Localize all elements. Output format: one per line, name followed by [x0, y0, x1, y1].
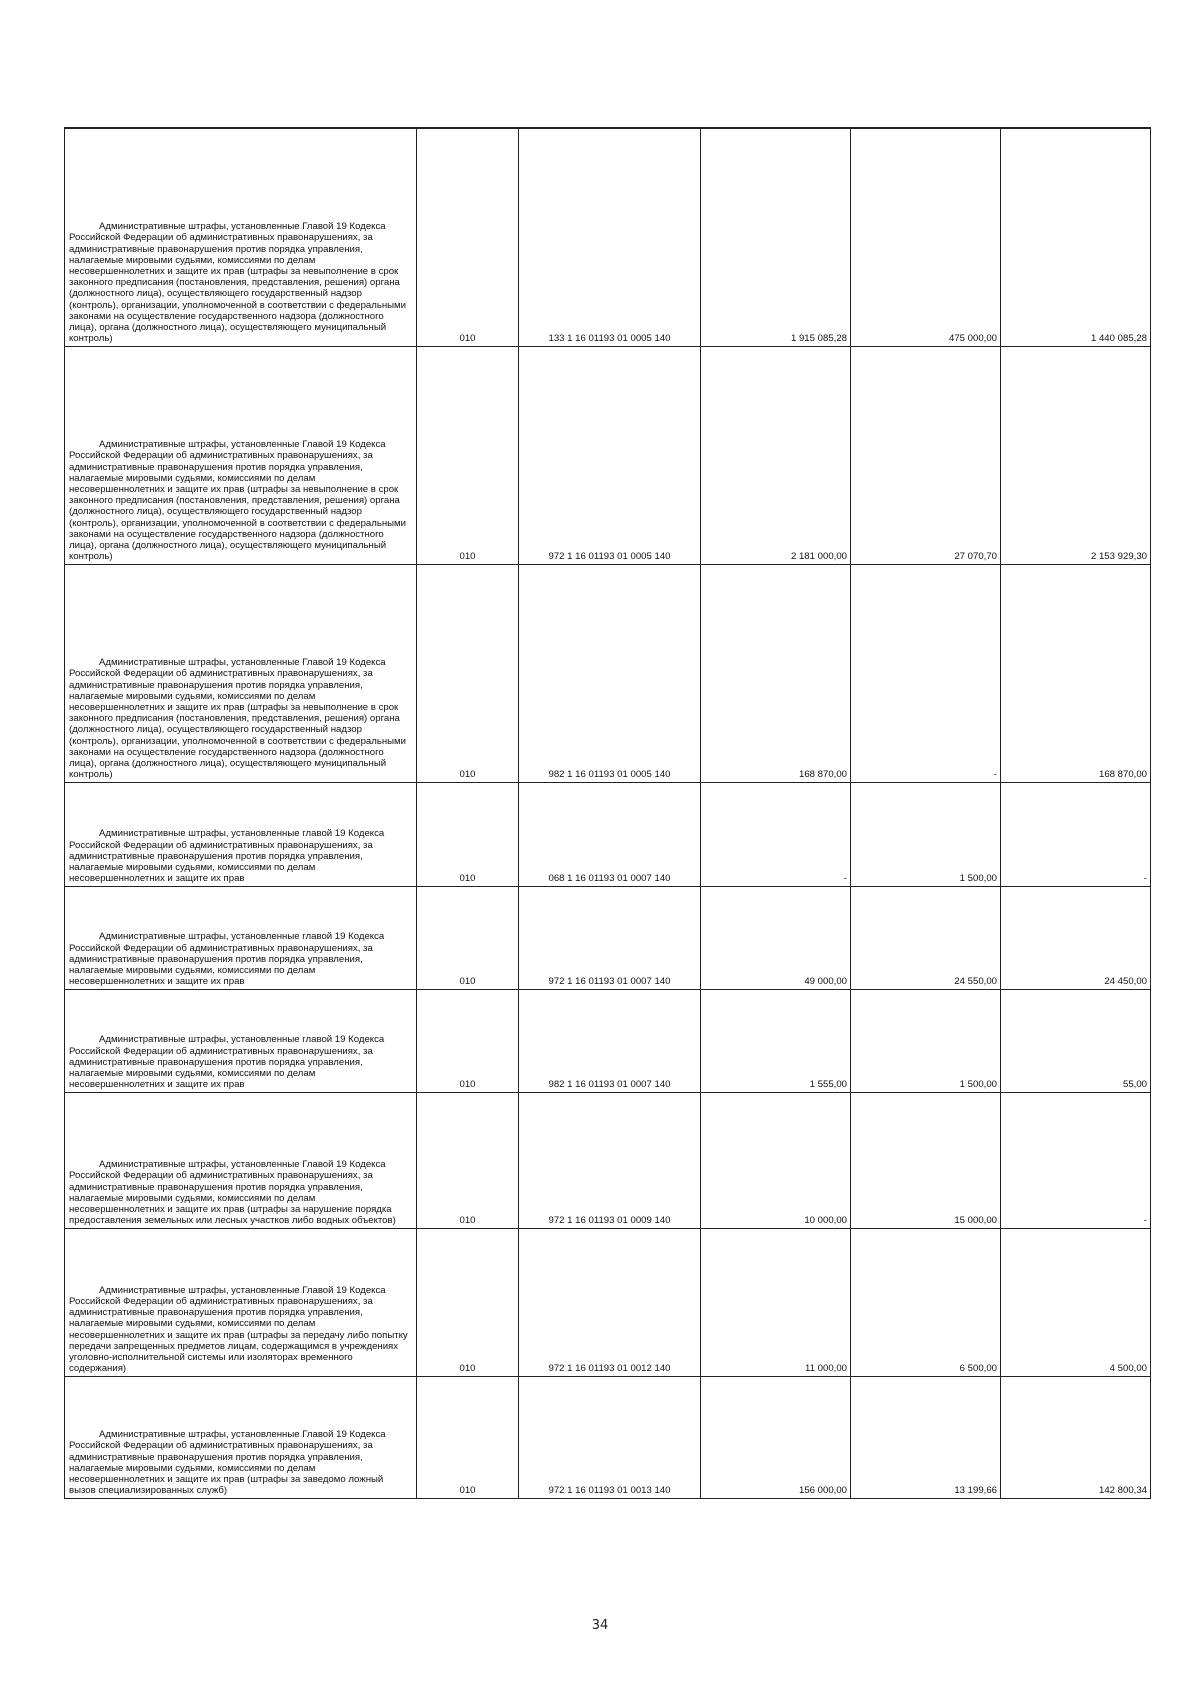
approved-amount-cell: 10 000,00 [701, 1092, 851, 1228]
kbk-cell: 133 1 16 01193 01 0005 140 [519, 128, 701, 346]
income-name: Административные штрафы, установленные Главой 19 Кодекса Российской Федерации об административных правонарушениях, за административные правонарушения против порядка управления, налагаемые мировыми судьями, комиссиями по делам несовершеннолетних и защите их прав (штрафы за передачу либо попытку передачи запрещенных предметов лицам, содержащимся в учреждениях уголовно-исполнительной системы или изоляторах временного содержания) [69, 1284, 408, 1375]
table-row [65, 346, 1151, 564]
row-name-cell [65, 886, 417, 989]
unexecuted-amount-cell: 1 440 085,28 [1001, 128, 1151, 346]
line-code-cell: 010 [417, 1376, 519, 1498]
line-code-cell: 010 [417, 1092, 519, 1228]
executed-amount-cell: - [851, 564, 1001, 782]
table-row [65, 1228, 1151, 1376]
kbk-cell: 972 1 16 01193 01 0005 140 [519, 346, 701, 564]
line-code-cell: 010 [417, 782, 519, 886]
executed-amount-cell: 1 500,00 [851, 989, 1001, 1092]
executed-amount-cell: 1 500,00 [851, 782, 1001, 886]
income-table-body [65, 128, 1151, 1498]
kbk-cell: 972 1 16 01193 01 0007 140 [519, 886, 701, 989]
table-row [65, 128, 1151, 346]
kbk-cell: 972 1 16 01193 01 0013 140 [519, 1376, 701, 1498]
income-name: Административные штрафы, установленные Главой 19 Кодекса Российской Федерации об административных правонарушениях, за административные правонарушения против порядка управления, налагаемые мировыми судьями, комиссиями по делам несовершеннолетних и защите их прав (штрафы за нарушение порядка предоставления земельных или лесных участков либо водных объектов) [69, 1159, 396, 1227]
income-name: Административные штрафы, установленные главой 19 Кодекса Российской Федерации об административных правонарушениях, за административные правонарушения против порядка управления, налагаемые мировыми судьями, комиссиями по делам несовершеннолетних и защите их прав [69, 1034, 385, 1091]
row-name-cell [65, 564, 417, 782]
income-name: Административные штрафы, установленные Главой 19 Кодекса Российской Федерации об административных правонарушениях, за административные правонарушения против порядка управления, налагаемые мировыми судьями, комиссиями по делам несовершеннолетних и защите их прав (штрафы за невыполнение в срок законного предписания (постановления, представления, решения) органа (должностного лица), осуществляющего государственный надзор (контроль), организации, уполномоченной в соответствии с федеральными законами на осуществление государственного надзора (должностного лица), органа (должностного лица), осуществляющего муниципальный контроль) [69, 657, 407, 781]
unexecuted-amount-cell: 55,00 [1001, 989, 1151, 1092]
kbk-cell: 982 1 16 01193 01 0007 140 [519, 989, 701, 1092]
income-name: Административные штрафы, установленные главой 19 Кодекса Российской Федерации об административных правонарушениях, за административные правонарушения против порядка управления, налагаемые мировыми судьями, комиссиями по делам несовершеннолетних и защите их прав [69, 828, 385, 885]
approved-amount-cell: - [701, 782, 851, 886]
line-code-cell: 010 [417, 128, 519, 346]
kbk-cell: 972 1 16 01193 01 0012 140 [519, 1228, 701, 1376]
line-code-cell: 010 [417, 886, 519, 989]
approved-amount-cell: 156 000,00 [701, 1376, 851, 1498]
row-name-cell [65, 1092, 417, 1228]
income-name: Административные штрафы, установленные главой 19 Кодекса Российской Федерации об административных правонарушениях, за административные правонарушения против порядка управления, налагаемые мировыми судьями, комиссиями по делам несовершеннолетних и защите их прав [69, 931, 385, 988]
row-name-cell [65, 989, 417, 1092]
approved-amount-cell: 1 915 085,28 [701, 128, 851, 346]
kbk-cell: 972 1 16 01193 01 0009 140 [519, 1092, 701, 1228]
row-name-cell [65, 128, 417, 346]
unexecuted-amount-cell: - [1001, 782, 1151, 886]
page-number: 34 [591, 1618, 609, 1633]
executed-amount-cell: 13 199,66 [851, 1376, 1001, 1498]
unexecuted-amount-cell: 168 870,00 [1001, 564, 1151, 782]
income-name: Административные штрафы, установленные Главой 19 Кодекса Российской Федерации об административных правонарушениях, за административные правонарушения против порядка управления, налагаемые мировыми судьями, комиссиями по делам несовершеннолетних и защите их прав (штрафы за невыполнение в срок законного предписания (постановления, представления, решения) органа (должностного лица), осуществляющего государственный надзор (контроль), организации, уполномоченной в соответствии с федеральными законами на осуществление государственного надзора (должностного лица), органа (должностного лица), осуществляющего муниципальный контроль) [69, 439, 407, 563]
income-table [64, 127, 1151, 1499]
approved-amount-cell: 1 555,00 [701, 989, 851, 1092]
kbk-cell: 068 1 16 01193 01 0007 140 [519, 782, 701, 886]
row-name-cell [65, 782, 417, 886]
executed-amount-cell: 475 000,00 [851, 128, 1001, 346]
line-code-cell: 010 [417, 989, 519, 1092]
unexecuted-amount-cell: 4 500,00 [1001, 1228, 1151, 1376]
line-code-cell: 010 [417, 1228, 519, 1376]
approved-amount-cell: 168 870,00 [701, 564, 851, 782]
income-name: Административные штрафы, установленные Главой 19 Кодекса Российской Федерации об административных правонарушениях, за административные правонарушения против порядка управления, налагаемые мировыми судьями, комиссиями по делам несовершеннолетних и защите их прав (штрафы за невыполнение в срок законного предписания (постановления, представления, решения) органа (должностного лица), осуществляющего государственный надзор (контроль), организации, уполномоченной в соответствии с федеральными законами на осуществление государственного надзора (должностного лица), органа (должностного лица), осуществляющего муниципальный контроль) [69, 221, 407, 345]
table-row [65, 886, 1151, 989]
executed-amount-cell: 24 550,00 [851, 886, 1001, 989]
unexecuted-amount-cell: 24 450,00 [1001, 886, 1151, 989]
income-name: Административные штрафы, установленные Главой 19 Кодекса Российской Федерации об административных правонарушениях, за административные правонарушения против порядка управления, налагаемые мировыми судьями, комиссиями по делам несовершеннолетних и защите их прав (штрафы за заведомо ложный вызов специализированных служб) [69, 1429, 386, 1497]
unexecuted-amount-cell: 2 153 929,30 [1001, 346, 1151, 564]
unexecuted-amount-cell: - [1001, 1092, 1151, 1228]
row-name-cell [65, 346, 417, 564]
row-name-cell [65, 1376, 417, 1498]
table-row [65, 782, 1151, 886]
kbk-cell: 982 1 16 01193 01 0005 140 [519, 564, 701, 782]
table-row [65, 989, 1151, 1092]
line-code-cell: 010 [417, 346, 519, 564]
approved-amount-cell: 49 000,00 [701, 886, 851, 989]
row-name-cell [65, 1228, 417, 1376]
executed-amount-cell: 27 070,70 [851, 346, 1001, 564]
unexecuted-amount-cell: 142 800,34 [1001, 1376, 1151, 1498]
table-row [65, 564, 1151, 782]
executed-amount-cell: 6 500,00 [851, 1228, 1001, 1376]
approved-amount-cell: 11 000,00 [701, 1228, 851, 1376]
table-row [65, 1092, 1151, 1228]
executed-amount-cell: 15 000,00 [851, 1092, 1001, 1228]
approved-amount-cell: 2 181 000,00 [701, 346, 851, 564]
table-row [65, 1376, 1151, 1498]
line-code-cell: 010 [417, 564, 519, 782]
